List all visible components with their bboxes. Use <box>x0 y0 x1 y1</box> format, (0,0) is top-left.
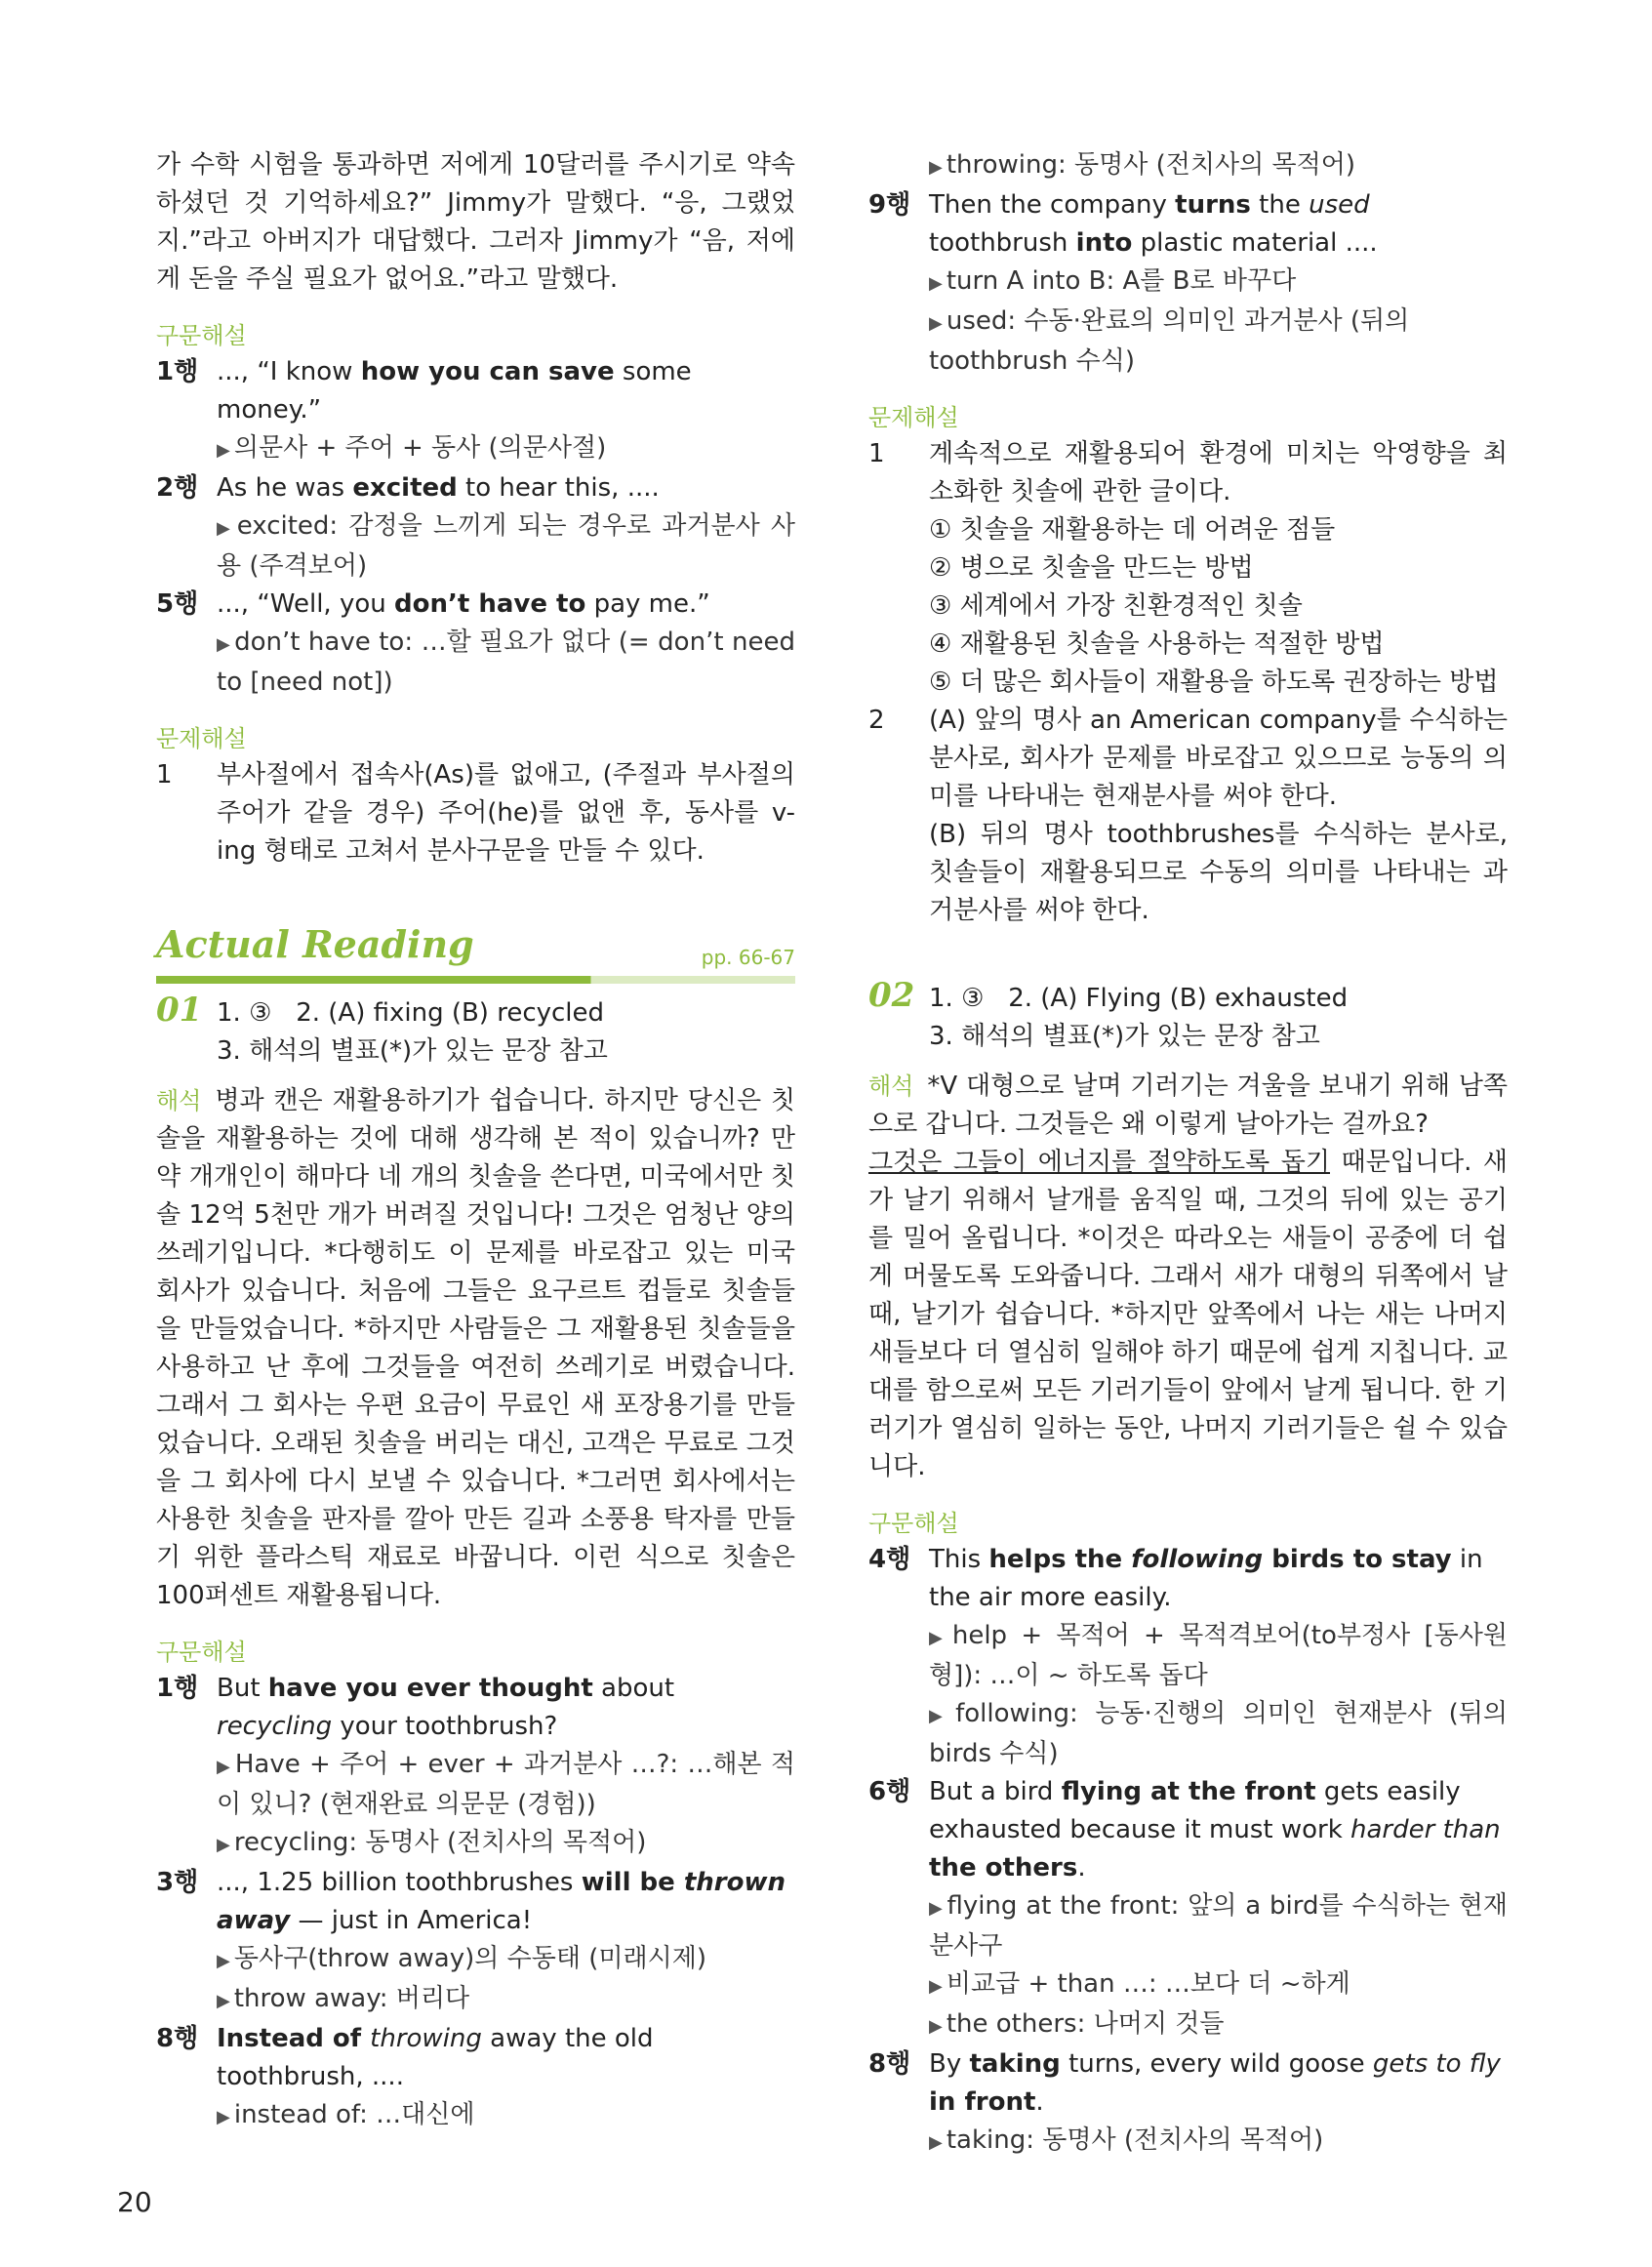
header-underline <box>156 976 795 984</box>
line-label: 6행 <box>868 1777 911 1806</box>
page-number: 20 <box>117 2186 152 2218</box>
line-label: 4행 <box>868 1545 911 1574</box>
actual-reading-pages: pp. 66-67 <box>701 946 795 969</box>
sentence-text: — just in America! <box>290 1906 533 1935</box>
translation-paragraph <box>156 1082 795 1615</box>
problem-item <box>868 702 1508 930</box>
grammar-item <box>868 186 1508 381</box>
grammar-note: 동사구(throw away)의 수동태 (미래시제) <box>233 1944 706 1973</box>
sentence-bold: will be <box>581 1868 684 1897</box>
translation-label: 해석 <box>868 1073 914 1100</box>
sentence-italic: used <box>1309 190 1370 220</box>
translation-text: *V 대형으로 날며 기러기는 겨울을 보내기 위해 남쪽으로 갑니다. 그것들은 왜 이렇게 날아가는 걸까요? <box>868 1072 1508 1139</box>
section-title-munje: 문제해설 <box>868 404 959 431</box>
sentence-bold: taking <box>969 2049 1061 2079</box>
grammar-note: don’t have to: …할 필요가 없다 (= don’t need to [need not]) <box>217 627 795 697</box>
line-label: 2행 <box>156 473 199 503</box>
sentence-bold: Instead of <box>217 2024 371 2053</box>
sentence-text: in the air more easily. <box>929 1545 1483 1612</box>
actual-reading-title: Actual Reading <box>156 922 474 966</box>
sentence-text: toothbrush <box>929 228 1076 258</box>
sentence-text: ..., “Well, you <box>217 589 394 619</box>
sentence-text: This <box>929 1545 989 1574</box>
grammar-note: instead of: …대신에 <box>233 2100 475 2129</box>
triangle-bullet-icon: ▶ <box>217 634 231 655</box>
problem-number: 1 <box>868 439 885 468</box>
triangle-bullet-icon: ▶ <box>929 157 943 178</box>
answer-1: 1. ③ <box>217 998 272 1028</box>
triangle-bullet-icon: ▶ <box>217 1951 230 1971</box>
line-label: 1행 <box>156 357 199 386</box>
sentence-bold: how you can save <box>360 357 615 386</box>
grammar-continuation <box>868 146 1508 186</box>
sentence-text: But a bird <box>929 1777 1062 1806</box>
sentence-bold: have you ever thought <box>267 1674 593 1703</box>
grammar-note: 비교급 + than …: …보다 더 ~하게 <box>946 1969 1350 1999</box>
sentence-text: some money.” <box>217 357 692 425</box>
sentence-text: But <box>217 1674 268 1703</box>
translation-paragraph <box>868 1144 1508 1486</box>
triangle-bullet-icon: ▶ <box>217 1757 231 1777</box>
sentence-bold: in front <box>929 2087 1036 2117</box>
choice-item: ③ 세계에서 가장 친환경적인 칫솔 <box>929 591 1303 621</box>
answer-2: 2. (A) fixing (B) recycled <box>296 998 605 1028</box>
grammar-note: recycling: 동명사 (전치사의 목적어) <box>233 1828 647 1857</box>
question-number: 02 <box>868 976 915 1015</box>
problem-item <box>868 435 1508 702</box>
sentence-text: the <box>1250 190 1310 220</box>
right-column <box>868 146 1508 2162</box>
sentence-text: As he was <box>217 473 353 503</box>
choice-item: ⑤ 더 많은 회사들이 재활용을 하도록 권장하는 방법 <box>929 668 1499 697</box>
grammar-item <box>868 2045 1508 2162</box>
triangle-bullet-icon: ▶ <box>217 2107 230 2127</box>
translation-label: 해석 <box>156 1087 202 1114</box>
triangle-bullet-icon: ▶ <box>217 518 233 539</box>
line-label: 8행 <box>156 2024 199 2053</box>
problem-item <box>156 756 795 870</box>
sentence-text: . <box>1077 1853 1086 1882</box>
triangle-bullet-icon: ▶ <box>929 2132 943 2153</box>
problem-number: 1 <box>156 760 173 789</box>
section-title-gumun: 구문해설 <box>156 1639 247 1666</box>
grammar-note: Have + 주어 + ever + 과거분사 …?: …해본 적이 있니? (현재완료 의문문 (경험)) <box>217 1750 796 1819</box>
sentence-bold: turns <box>1175 190 1251 220</box>
grammar-item <box>868 1773 1508 2045</box>
sentence-text: ..., 1.25 billion toothbrushes <box>217 1868 582 1897</box>
triangle-bullet-icon: ▶ <box>217 1835 230 1855</box>
choice-item: ④ 재활용된 칫솔을 사용하는 적절한 방법 <box>929 629 1385 659</box>
grammar-item <box>156 2020 795 2136</box>
choice-item: ① 칫솔을 재활용하는 데 어려운 점들 <box>929 515 1336 545</box>
grammar-note: help + 목적어 + 목적격보어(to부정사 [동사원형]): …이 ~ 하도록 돕다 <box>929 1621 1509 1690</box>
grammar-note: flying at the front: 앞의 a bird를 수식하는 현재분사구 <box>929 1891 1509 1961</box>
sentence-text: to hear this, .... <box>457 473 660 503</box>
grammar-note: excited: 감정을 느끼게 되는 경우로 과거분사 사용 (주격보어) <box>217 511 796 581</box>
answer-3: 3. 해석의 별표(*)가 있는 문장 참고 <box>217 1036 608 1066</box>
empty-label <box>868 146 929 186</box>
sentence-italic: gets to fly <box>1372 2049 1501 2079</box>
triangle-bullet-icon: ▶ <box>929 1976 943 1997</box>
grammar-note: throwing: 동명사 (전치사의 목적어) <box>946 150 1356 180</box>
sentence-text: turns, every wild goose <box>1060 2049 1373 2079</box>
line-label: 1행 <box>156 1674 199 1703</box>
answer-3: 3. 해석의 별표(*)가 있는 문장 참고 <box>929 1022 1320 1051</box>
sentence-text: . <box>1035 2087 1044 2117</box>
section-title-gumun: 구문해설 <box>868 1510 959 1537</box>
grammar-note: turn A into B: A를 B로 바꾸다 <box>946 266 1297 296</box>
grammar-item <box>156 1670 795 1864</box>
sentence-text: Then the company <box>929 190 1176 220</box>
problem-explanation: 계속적으로 재활용되어 환경에 미치는 악영향을 최소화한 칫솔에 관한 글이다. <box>929 439 1508 506</box>
triangle-bullet-icon: ▶ <box>217 440 230 461</box>
grammar-note: throw away: 버리다 <box>233 1984 470 2013</box>
triangle-bullet-icon: ▶ <box>929 1898 944 1919</box>
triangle-bullet-icon: ▶ <box>929 1628 948 1648</box>
triangle-bullet-icon: ▶ <box>929 313 943 334</box>
line-label: 3행 <box>156 1868 199 1897</box>
answer-block-01 <box>156 992 795 1071</box>
intro-translation: 가 수학 시험을 통과하면 저에게 10달러를 주시기로 약속하셨던 것 기억하세요?” Jimmy가 말했다. “응, 그랬었지.”라고 아버지가 대답했다. 그러자 Jimmy가 “음, 저에게 돈을 주실 필요가 없어요.”라고 말했다. <box>156 150 795 294</box>
sentence-text: By <box>929 2049 970 2079</box>
translation-paragraph <box>868 1068 1508 1144</box>
sentence-bold: birds to stay <box>1263 1545 1452 1574</box>
sentence-text: ..., “I know <box>217 357 361 386</box>
grammar-note: following: 능동·진행의 의미인 현재분사 (뒤의 birds 수식) <box>929 1699 1508 1768</box>
choice-item: ② 병으로 칫솔을 만드는 방법 <box>929 553 1254 583</box>
grammar-item <box>156 469 795 586</box>
question-number: 01 <box>156 991 203 1030</box>
grammar-note: used: 수동·완료의 의미인 과거분사 (뒤의 toothbrush 수식) <box>929 306 1410 376</box>
sentence-bold: flying at the front <box>1061 1777 1316 1806</box>
sentence-text: about <box>592 1674 675 1703</box>
sentence-italic: harder than <box>1350 1815 1501 1844</box>
underlined-text: 그것은 그들이 에너지를 절약하도록 돕기 <box>868 1148 1331 1177</box>
grammar-item <box>156 1864 795 2020</box>
triangle-bullet-icon: ▶ <box>929 1706 952 1726</box>
line-label: 5행 <box>156 589 199 619</box>
triangle-bullet-icon: ▶ <box>929 273 943 294</box>
triangle-bullet-icon: ▶ <box>929 2016 943 2037</box>
left-column <box>156 146 795 2136</box>
problem-number: 2 <box>868 706 885 735</box>
sentence-bold: the others <box>929 1853 1078 1882</box>
grammar-item <box>868 1541 1508 1773</box>
line-label: 9행 <box>868 190 911 220</box>
sentence-bold-italic: following <box>1131 1545 1264 1574</box>
grammar-item <box>156 353 795 469</box>
sentence-text: pay me.” <box>585 589 710 619</box>
grammar-note: the others: 나머지 것들 <box>946 2009 1225 2039</box>
sentence-text: your toothbrush? <box>332 1712 558 1741</box>
section-title-gumun: 구문해설 <box>156 322 247 349</box>
grammar-item <box>156 586 795 702</box>
section-title-munje: 문제해설 <box>156 725 247 752</box>
grammar-note: taking: 동명사 (전치사의 목적어) <box>946 2125 1324 2155</box>
answer-block-02 <box>868 977 1508 1056</box>
sentence-bold: into <box>1075 228 1133 258</box>
sentence-text: plastic material .... <box>1132 228 1378 258</box>
triangle-bullet-icon: ▶ <box>217 1991 230 2011</box>
sentence-bold: don’t have to <box>394 589 586 619</box>
translation-text: 병과 캔은 재활용하기가 쉽습니다. 하지만 당신은 칫솔을 재활용하는 것에 대해 생각해 본 적이 있습니까? 만약 개개인이 해마다 네 개의 칫솔을 쓴다면, 미국에서만 칫솔 12억 5천만 개가 버려질 것입니다! 그것은 엄청난 양의 쓰레기입니다. *다행히도 이 문제를 바로잡고 있는 미국 회사가 있습니다. 처음에 그들은 요구르트 컵들로 칫솔들을 만들었습니다. *하지만 사람들은 그 재활용된 칫솔들을 사용하고 난 후에 그것들을 여전히 쓰레기로 버렸습니다. 그래서 그 회사는 우편 요금이 무료인 새 포장용기를 만들었습니다. 오래된 칫솔을 버리는 대신, 고객은 무료로 그것을 그 회사에 다시 보낼 수 있습니다. *그러면 회사에서는 사용한 칫솔을 판자를 깔아 만든 길과 소풍용 탁자를 만들기 위한 플라스틱 재료로 바꿉니다. 이런 식으로 칫솔은 100퍼센트 재활용됩니다. <box>156 1086 795 1610</box>
answer-2: 2. (A) Flying (B) exhausted <box>1008 984 1349 1013</box>
sentence-bold: excited <box>352 473 458 503</box>
sentence-bold-italic: thrown away <box>217 1868 786 1935</box>
sentence-italic: throwing <box>370 2024 482 2053</box>
sentence-text: away the old toothbrush, .... <box>217 2024 654 2091</box>
sentence-italic: recycling <box>217 1712 333 1741</box>
problem-explanation: 부사절에서 접속사(As)를 없애고, (주절과 부사절의 주어가 같을 경우) 주어(he)를 없앤 후, 동사를 v-ing 형태로 고쳐서 분사구문을 만들 수 있다. <box>217 760 795 866</box>
translation-text: 때문입니다. 새가 날기 위해서 날개를 움직일 때, 그것의 뒤에 있는 공기를 밀어 올립니다. *이것은 따라오는 새들이 공중에 더 쉽게 머물도록 도와줍니다. 그래서 새가 대형의 뒤쪽에서 날 때, 날기가 쉽습니다. *하지만 앞쪽에서 나는 새는 나머지 새들보다 더 열심히 일해야 하기 때문에 쉽게 지칩니다. 교대를 함으로써 모든 기러기들이 앞에서 날게 됩니다. 한 기러기가 열심히 일하는 동안, 나머지 기러기들은 쉴 수 있습니다. <box>868 1148 1508 1481</box>
sentence-text: gets easily exhausted because it must work <box>929 1777 1461 1844</box>
grammar-note: 의문사 + 주어 + 동사 (의문사절) <box>233 433 607 463</box>
line-label: 8행 <box>868 2049 911 2079</box>
sentence-bold: helps the <box>988 1545 1132 1574</box>
actual-reading-header <box>156 922 795 984</box>
answer-1: 1. ③ <box>929 984 985 1013</box>
problem-explanation: (A) 앞의 명사 an American company를 수식하는 분사로, 회사가 문제를 바로잡고 있으므로 능동의 의미를 나타내는 현재분사를 써야 한다. <box>929 706 1508 811</box>
problem-explanation: (B) 뒤의 명사 toothbrushes를 수식하는 분사로, 칫솔들이 재활용되므로 수동의 의미를 나타내는 과거분사를 써야 한다. <box>929 820 1508 925</box>
